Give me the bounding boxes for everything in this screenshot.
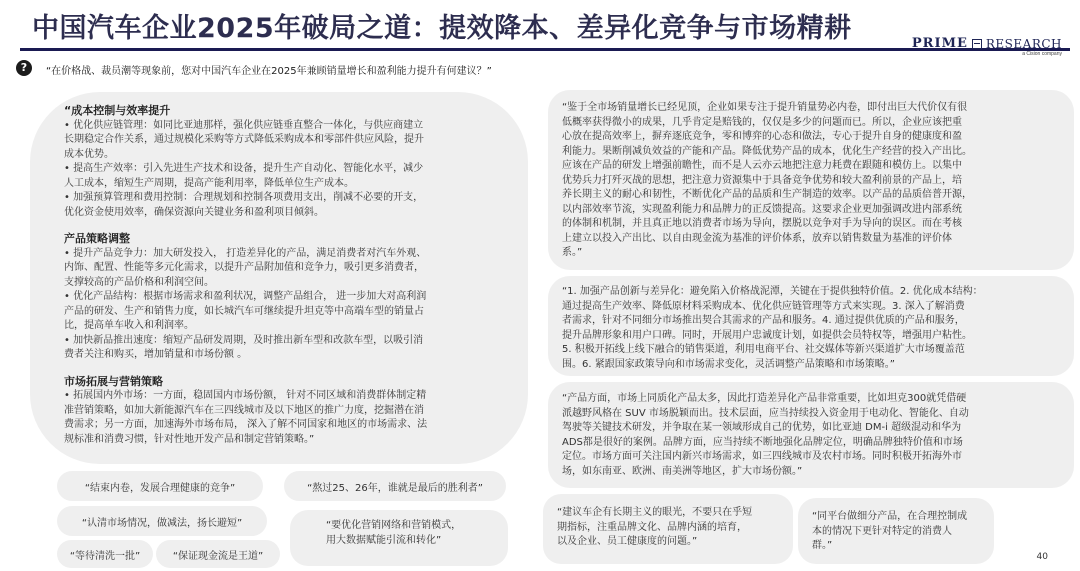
text-line: 场，如东南亚、欧洲、南美洲等地区，扩大市场份额。” bbox=[562, 465, 803, 477]
text-line: 派越野风格在 SUV 市场脱颖而出。技术层面，应当持续投入资金用于电动化、智能化、自动 bbox=[562, 407, 969, 419]
spacer bbox=[64, 220, 504, 232]
text-line: 规标准和消费习惯，针对性地开发产品和制定营销策略。” bbox=[64, 433, 315, 445]
quote-bubble-innovation bbox=[548, 276, 1074, 376]
text-line: 心放在提高效率上，摒弃逐底竞争，零和博弈的心态和做法，专心于提升自身的健康度和盈 bbox=[562, 131, 962, 142]
text-line: 比，提高单车收入和利润率。 bbox=[64, 320, 194, 331]
text-line: ADS都是很好的案例。品牌方面，应当持续不断地强化品牌定位，明确品牌独特价值和市场 bbox=[562, 436, 963, 448]
text-line: 优势兵力打歼灭战的思想，把注意力资源集中于具备竞争优势和较大盈利前景的产品上，培 bbox=[562, 174, 962, 186]
text-line: 群。” bbox=[812, 540, 833, 551]
quote-bubble-efficiency bbox=[548, 90, 1074, 270]
text-line: “产品方面，市场上同质化产品太多，因此打造差异化产品非常重要，比如坦克300就凭借硬 bbox=[562, 393, 967, 404]
text-line: 产品的研发、生产和销售力度，如长城汽车可继续提升坦克等中高端车型的销量占 bbox=[64, 305, 424, 317]
text-line: 内饰、配置、性能等多元化需求，以提升产品附加值和竞争力，吸引更多消费者， bbox=[64, 262, 424, 273]
quote-pill: “熬过25、26年，谁就是最后的胜利者” bbox=[284, 471, 506, 501]
text-line: 支撑较高的产品价格和利润空间。 bbox=[64, 276, 214, 288]
text-line: 5. 积极开拓线上线下融合的销售渠道，利用电商平台、社交媒体等新兴渠道扩大市场覆盖范 bbox=[562, 344, 965, 355]
page-title: 中国汽车企业2025年破局之道：提效降本、差异化竞争与市场精耕 bbox=[32, 13, 852, 44]
text-line: 费需求；另一方面，加速海外市场布局， 深入了解不同国家和地区的市场需求、法 bbox=[64, 419, 428, 430]
text-line: “同平台做细分产品，在合理控制成 bbox=[812, 511, 968, 522]
text-line: 定位。市场方面可关注国内新兴市场需求，如三四线城市及农村市场。同时积极开拓海外市 bbox=[562, 451, 962, 462]
section-body-product bbox=[64, 247, 504, 363]
logo-subtitle: a Cision company bbox=[1022, 51, 1062, 57]
page-number: 40 bbox=[1036, 552, 1048, 562]
text-line: 的体制和机制，并且真正地以消费者市场为导向，摆脱以竞争对手为导向的误区。而在考核 bbox=[562, 218, 962, 229]
section-body-market bbox=[64, 389, 504, 447]
quote-pill: “保证现金流是王道” bbox=[156, 540, 280, 568]
text-line: 者需求，针对不同细分市场推出契合其需求的产品和服务。4. 通过提供优质的产品和服务， bbox=[562, 315, 965, 326]
text-line: 长期稳定合作关系，通过规模化采购等方式降低采购成本和零部件供应风险，提升 bbox=[64, 134, 424, 145]
text-line: 系。” bbox=[562, 247, 583, 258]
text-line: “要优化营销网络和营销模式， bbox=[326, 520, 462, 531]
section-heading-product: 产品策略调整 bbox=[64, 232, 130, 245]
logo-mark-icon bbox=[972, 39, 982, 49]
text-line: 应该在产品的研发上增强前瞻性，而不是人云亦云地把注意力耗费在跟随和模仿上。以集中 bbox=[562, 160, 962, 171]
text-line: 优化资金使用效率，确保资源向关键业务和盈利项目倾斜。 bbox=[64, 206, 324, 218]
quote-bubble-differentiation bbox=[548, 382, 1074, 488]
text-line: “建议车企有长期主义的眼光，不要只在乎短 bbox=[557, 507, 753, 518]
text-line: • 优化供应链管理：如同比亚迪那样，强化供应链垂直整合一体化，与供应商建立 bbox=[64, 119, 424, 131]
text-line: 以及企业、员工健康度的问题。” bbox=[557, 536, 698, 547]
quote-pill: “等待清洗一批” bbox=[57, 540, 153, 568]
quote-bubble-long-term bbox=[543, 494, 793, 564]
text-line: 驾驶等关键技术研发，并争取在某一领域形成自己的优势，如比亚迪 DM-i 超级混动和华为 bbox=[562, 422, 962, 433]
text-line: 以内部效率节流，实现盈利能力和品牌力的正反馈提高。这要求企业更加强调改进内部系统 bbox=[562, 203, 962, 215]
text-line: 费者关注和购买，增加销量和市场份额 。 bbox=[64, 349, 248, 360]
logo-prime-text: PRIME bbox=[911, 36, 968, 51]
text-line: • 拓展国内外市场：一方面，稳固国内市场份额， 针对不同区域和消费群体制定精 bbox=[64, 390, 427, 401]
text-line: • 提升产品竞争力：加大研发投入， 打造差异化的产品，满足消费者对汽车外观、 bbox=[64, 247, 427, 259]
text-line: 人工成本，缩短生产周期，提高产能利用率，降低单位生产成本。 bbox=[64, 177, 354, 189]
spacer bbox=[64, 363, 504, 375]
logo-research-text: RESEARCH bbox=[985, 36, 1062, 51]
quote-bubble-platform bbox=[798, 498, 994, 564]
prime-research-logo bbox=[912, 36, 1062, 57]
text-line: 提升品牌形象和用户口碑。同时，开展用户忠诚度计划，如提供会员特权等，增强用户粘性。 bbox=[562, 329, 972, 341]
text-line: 成本优势。 bbox=[64, 148, 114, 160]
text-line: • 提高生产效率：引入先进生产技术和设备，提升生产自动化、智能化水平，减少 bbox=[64, 163, 424, 174]
section-heading-market: 市场拓展与营销策略 bbox=[64, 374, 163, 388]
quote-pill: “结束内卷，发展合理健康的竞争” bbox=[57, 471, 263, 501]
text-line: 围。6. 紧跟国家政策导向和市场需求变化，灵活调整产品策略和市场策略。” bbox=[562, 358, 895, 370]
text-line: 本的情况下更针对特定的消费人 bbox=[812, 525, 952, 537]
survey-question: “在价格战、裁员潮等现象前，您对中国汽车企业在2025年兼顾销量增长和盈利能力提升有何建议？” bbox=[46, 66, 492, 77]
text-line: 养长期主义的耐心和韧性，不断优化产品的品质和生产制造的效率。以产品的品质倍普开源， bbox=[562, 189, 972, 200]
text-line: “鉴于全市场销量增长已经见顶，企业如果专注于提升销量势必内卷，即付出巨大代价仅有很 bbox=[562, 102, 968, 113]
text-line: • 加强预算管理和费用控制：合理规划和控制各项费用支出，削减不必要的开支， bbox=[64, 192, 424, 203]
text-line: 期指标，注重品牌文化、品牌内涵的培育， bbox=[557, 521, 747, 533]
text-line: 上建立以投入产出比、以自由现金流为基准的评价体系，放弃以销售数量为基准的评价体 bbox=[562, 232, 952, 244]
question-mark-icon: ? bbox=[16, 60, 32, 76]
quote-bubble-marketing bbox=[290, 510, 508, 566]
text-line: 通过提高生产效率、降低原材料采购成本、优化供应链管理等方式来实现。3. 深入了解消费 bbox=[562, 300, 965, 312]
quote-pill: “认清市场情况，做减法，扬长避短” bbox=[57, 506, 267, 536]
text-line: 用大数据赋能引流和转化” bbox=[326, 534, 442, 546]
section-body-cost bbox=[64, 119, 504, 221]
text-line: • 优化产品结构：根据市场需求和盈利状况，调整产品组合， 进一步加大对高利润 bbox=[64, 291, 427, 302]
section-heading-cost: “成本控制与效率提升 bbox=[64, 104, 171, 117]
text-line: • 加快新品推出速度：缩短产品研发周期，及时推出新车型和改款车型，以吸引消 bbox=[64, 334, 424, 346]
text-line: “1. 加强产品创新与差异化：避免陷入价格战泥潭，关键在于提供独特价值。2. 优化成本结构： bbox=[562, 286, 983, 297]
text-line: 低概率获得微小的成果，几乎肯定是赔钱的，仅仅是多少的问题而已。所以，企业应该把重 bbox=[562, 116, 962, 128]
text-line: 准营销策略，如加大新能源汽车在三四线城市及以下地区的推广力度，挖掘潜在消 bbox=[64, 404, 424, 416]
text-line: 利能力。果断削减负效益的产能和产品。降低优势产品的成本，优化生产经营的投入产出比。 bbox=[562, 145, 972, 157]
left-quote-content bbox=[64, 104, 504, 447]
